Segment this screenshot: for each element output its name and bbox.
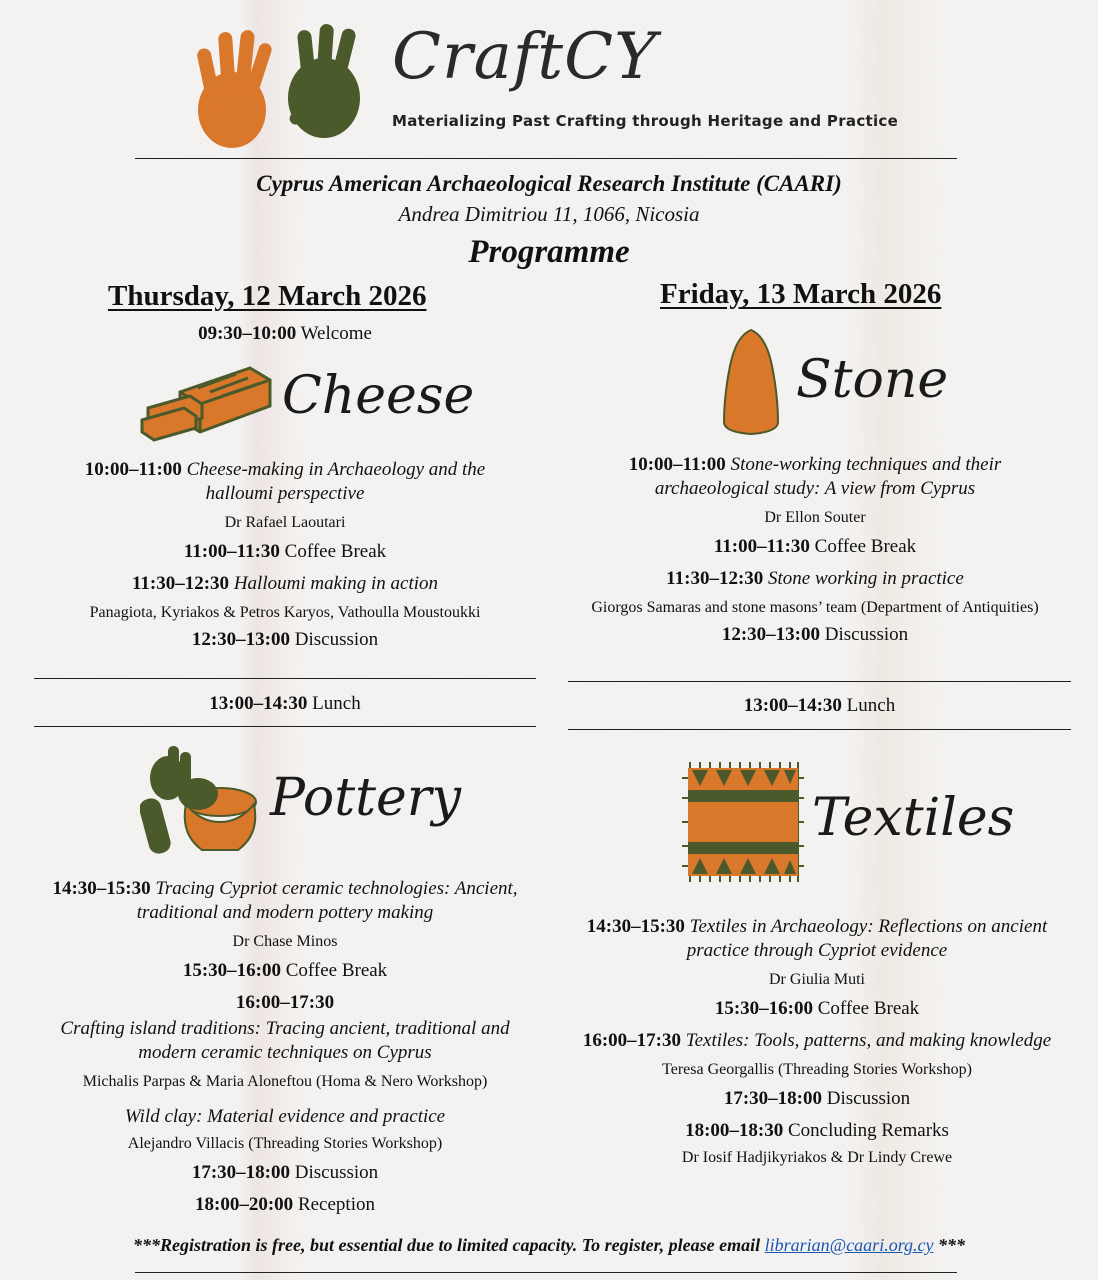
- session-time: 11:30–12:30: [666, 568, 764, 589]
- logo-title: CraftCY: [392, 20, 658, 94]
- session-speaker: Giorgos Samaras and stone masons’ team (Department of Antiquities): [591, 599, 1039, 616]
- session-title: Textiles in Archaeology: Reflections on ancient: [689, 916, 1048, 937]
- discussion-time: 12:30–13:00: [191, 629, 290, 650]
- welcome-time: 09:30–10:00: [198, 323, 297, 344]
- lunch-divider-bottom: [568, 729, 1071, 730]
- session-time: 14:30–15:30: [586, 916, 685, 937]
- textiles-section-title: Textiles: [812, 788, 1015, 848]
- lunch-divider-top: [34, 678, 536, 679]
- session-title-cont: halloumi perspective: [205, 483, 365, 504]
- institute-name: Cyprus American Archaeological Research Institute (CAARI): [256, 171, 842, 196]
- coffee-time: 11:00–11:30: [183, 541, 280, 562]
- header-divider: [135, 158, 957, 159]
- session-time: 16:00–17:30: [582, 1030, 681, 1051]
- hands-logo-icon: [192, 18, 382, 148]
- coffee-label: Coffee Break: [285, 960, 388, 981]
- discussion-time: 12:30–13:00: [721, 624, 820, 645]
- lunch-time: 13:00–14:30: [209, 693, 308, 714]
- thursday-heading: Thursday, 12 March 2026: [108, 280, 427, 312]
- friday-morning-schedule: [565, 453, 1065, 647]
- registration-stars: ***: [938, 1235, 966, 1255]
- session-title: Textiles: Tools, patterns, and making knowledge: [685, 1030, 1052, 1051]
- friday-lunch: [568, 694, 1071, 718]
- session-time: 10:00–11:00: [628, 454, 726, 475]
- session-title: Halloumi making in action: [233, 573, 439, 594]
- session-title-cont: modern ceramic techniques on Cyprus: [138, 1042, 432, 1063]
- pottery-section-title: Pottery: [270, 768, 461, 828]
- friday-afternoon-schedule: [562, 915, 1072, 1169]
- session-time: 14:30–15:30: [52, 878, 151, 899]
- session-speaker: Alejandro Villacis (Threading Stories Workshop): [127, 1135, 443, 1152]
- cheese-section-title: Cheese: [282, 366, 475, 426]
- remarks-time: 18:00–18:30: [685, 1120, 784, 1141]
- session-title-cont: archaeological study: A view from Cyprus: [654, 478, 976, 499]
- stone-icon: [718, 326, 784, 438]
- session-speaker: Dr Giulia Muti: [769, 971, 865, 988]
- session-title: Stone-working techniques and their: [730, 454, 1002, 475]
- session-speaker: Dr Rafael Laoutari: [224, 514, 346, 531]
- coffee-time: 11:00–11:30: [713, 536, 810, 557]
- session-title: Tracing Cypriot ceramic technologies: Ancient,: [155, 878, 518, 899]
- logo-tagline: Materializing Past Crafting through Heritage and Practice: [392, 112, 899, 130]
- textiles-icon: [680, 758, 806, 886]
- coffee-label: Coffee Break: [814, 536, 917, 557]
- registration-text: ***Registration is free, but essential due to limited capacity. To register, please email: [132, 1235, 761, 1255]
- session-title-cont: practice through Cypriot evidence: [686, 940, 948, 961]
- session-speaker: Dr Chase Minos: [232, 933, 338, 950]
- welcome-label: Welcome: [300, 323, 372, 344]
- thursday-lunch: [34, 692, 536, 716]
- discussion-time: 17:30–18:00: [723, 1088, 822, 1109]
- welcome-slot: [34, 322, 536, 346]
- footer-divider: [135, 1272, 957, 1273]
- lunch-label: Lunch: [312, 693, 361, 714]
- lunch-label: Lunch: [846, 695, 896, 716]
- institute-address: Andrea Dimitriou 11, 1066, Nicosia: [398, 202, 700, 226]
- reception-label: Reception: [297, 1194, 375, 1215]
- discussion-label: Discussion: [294, 629, 379, 650]
- stone-section-title: Stone: [796, 350, 949, 410]
- registration-note: [0, 1235, 1098, 1256]
- session-time: 16:00–17:30: [235, 992, 335, 1013]
- lunch-time: 13:00–14:30: [743, 695, 842, 716]
- session-speaker: Michalis Parpas & Maria Aloneftou (Homa & Nero Workshop): [82, 1073, 488, 1090]
- thursday-afternoon-schedule: [34, 877, 536, 1217]
- session-title: Stone working in practice: [768, 568, 964, 589]
- discussion-time: 17:30–18:00: [191, 1162, 290, 1183]
- programme-heading: Programme: [468, 234, 630, 270]
- lunch-divider-top: [568, 681, 1071, 682]
- lunch-divider-bottom: [34, 726, 536, 727]
- session-time: 11:30–12:30: [131, 573, 230, 594]
- session-title-cont: traditional and modern pottery making: [136, 902, 434, 923]
- discussion-label: Discussion: [824, 624, 909, 645]
- reception-time: 18:00–20:00: [195, 1194, 294, 1215]
- coffee-time: 15:30–16:00: [182, 960, 281, 981]
- discussion-label: Discussion: [826, 1088, 911, 1109]
- remarks-label: Concluding Remarks: [787, 1120, 949, 1141]
- discussion-label: Discussion: [294, 1162, 379, 1183]
- remarks-speaker: Dr Iosif Hadjikyriakos & Dr Lindy Crewe: [681, 1149, 953, 1166]
- session-speaker: Teresa Georgallis (Threading Stories Workshop): [662, 1061, 972, 1078]
- session-time: 10:00–11:00: [84, 459, 182, 480]
- session-speaker: Dr Ellon Souter: [764, 509, 866, 526]
- pottery-icon: [140, 742, 265, 862]
- coffee-time: 15:30–16:00: [714, 998, 813, 1019]
- session-title: Crafting island traditions: Tracing ancient, traditional and: [60, 1018, 510, 1039]
- registration-email-link[interactable]: librarian@caari.org.cy: [764, 1235, 934, 1255]
- session-speaker: Panagiota, Kyriakos & Petros Karyos, Vathoulla Moustoukki: [89, 604, 481, 621]
- friday-heading: Friday, 13 March 2026: [660, 278, 942, 310]
- session-title: Cheese-making in Archaeology and the: [186, 459, 486, 480]
- thursday-morning-schedule: [34, 458, 536, 652]
- coffee-label: Coffee Break: [817, 998, 920, 1019]
- coffee-label: Coffee Break: [284, 541, 387, 562]
- session-title: Wild clay: Material evidence and practice: [124, 1106, 446, 1127]
- cheese-icon: [140, 362, 275, 442]
